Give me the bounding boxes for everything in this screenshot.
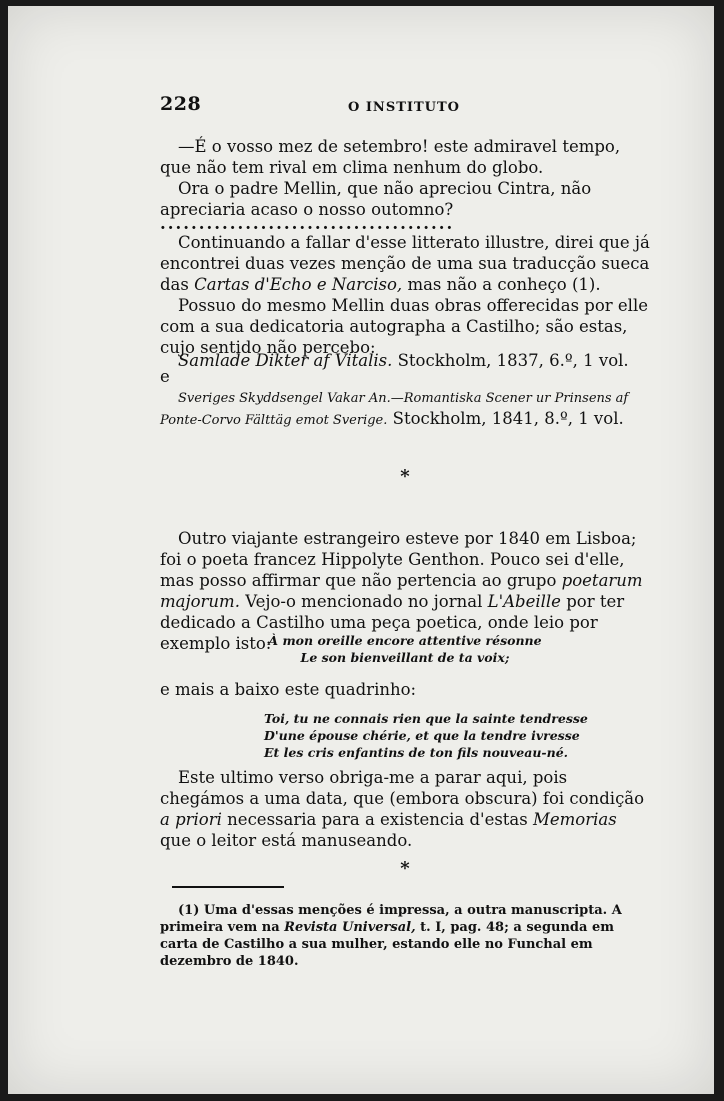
- paragraph-translation: [160, 232, 650, 295]
- page-number: 228: [160, 93, 202, 115]
- word-memorias: Memorias: [533, 810, 617, 829]
- text-p4: Possuo do mesmo Mellin duas obras offerecidas por elle com a sua dedicatoria autographa a Castilho; são estas, cujo sentido não percebo:: [160, 296, 649, 357]
- section-star-2: *: [400, 858, 410, 879]
- work-entry-2: [160, 386, 650, 430]
- work1-pub: Stockholm, 1837, 6.º, 1 vol.: [397, 351, 629, 370]
- verse-block-2: [160, 710, 724, 761]
- footnote-journal: Revista Universal,: [284, 920, 416, 935]
- text-p5-b: Vejo-o mencionado no jornal: [245, 592, 483, 611]
- conjunction: e: [160, 367, 170, 386]
- work1-title: Samlade Dikter af Vitalis.: [178, 351, 393, 370]
- latin-phrase: poetarum majorum.: [160, 571, 643, 611]
- footnote-rule: [172, 886, 284, 888]
- phrase-a-priori: a priori: [160, 810, 222, 829]
- text-p6: e mais a baixo este quadrinho:: [160, 680, 417, 699]
- work2-title: Sveriges Skyddsengel Vakar An.—Romantiska Scener ur Prinsens af Ponte-Corvo Fälttäg emot Sverige.: [160, 391, 629, 428]
- paragraph-works: [160, 295, 650, 358]
- paragraph-september: [160, 136, 650, 178]
- footnote-text-a: (1) Uma d'essas menções é impressa, a outra manuscripta. A primeira vem na: [160, 903, 622, 935]
- text-p5-a: Outro viajante estrangeiro esteve por 1840 em Lisboa; foi o poeta francez Hippolyte Genthon. Pouco sei d'elle, mas posso affirmar que não pertencia ao grupo: [160, 529, 637, 590]
- verse-block-1: [160, 632, 650, 666]
- page-header: [160, 94, 650, 118]
- book-page: [8, 6, 714, 1094]
- text-p3-a: Continuando a fallar d'esse litterato illustre, direi que já encontrei duas vezes menção de uma sua traducção sueca das: [160, 233, 650, 294]
- footnote: [160, 902, 650, 970]
- text-p5-c: por ter dedicado a Castilho uma peça poetica, onde leio por exemplo isto:: [160, 592, 625, 653]
- work2-pub: Stockholm, 1841, 8.º, 1 vol.: [392, 409, 624, 428]
- text-p3-b: mas não a conheço (1).: [407, 275, 601, 294]
- paragraph-quadrinho: [160, 679, 650, 700]
- running-title: O INSTITUTO: [348, 100, 460, 115]
- text-p2: Ora o padre Mellin, que não apreciou Cintra, não apreciaria acaso o nosso outomno?: [160, 179, 592, 219]
- title-cartas: Cartas d'Echo e Narciso,: [194, 275, 403, 294]
- verse-line: Toi, tu ne connais rien que la sainte tendresse: [264, 711, 588, 726]
- paragraph-conclusion: [160, 767, 650, 851]
- footnote-text-b: t. I, pag. 48; a segunda em carta de Castilho a sua mulher, estando elle no Funchal em dezembro de 1840.: [160, 920, 614, 969]
- text-p7-b: necessaria para a existencia d'estas: [227, 810, 528, 829]
- verse-line: D'une épouse chérie, et que la tendre ivresse: [264, 728, 580, 743]
- verse-line: À mon oreille encore attentive résonne: [268, 633, 542, 648]
- section-star-1: *: [400, 466, 410, 487]
- verse-line: Et les cris enfantins de ton fils nouveau-né.: [264, 745, 569, 760]
- verse-line: Le son bienveillant de ta voix;: [300, 650, 510, 665]
- journal-abeille: L'Abeille: [487, 592, 561, 611]
- text-p1: —É o vosso mez de setembro! este admiravel tempo, que não tem rival em clima nenhum do globo.: [160, 137, 621, 177]
- ellipsis-row: ......................................: [160, 214, 455, 233]
- text-p7-c: que o leitor está manuseando.: [160, 831, 413, 850]
- text-p7-a: Este ultimo verso obriga-me a parar aqui, pois chegámos a uma data, que (embora obscura) foi condição: [160, 768, 645, 808]
